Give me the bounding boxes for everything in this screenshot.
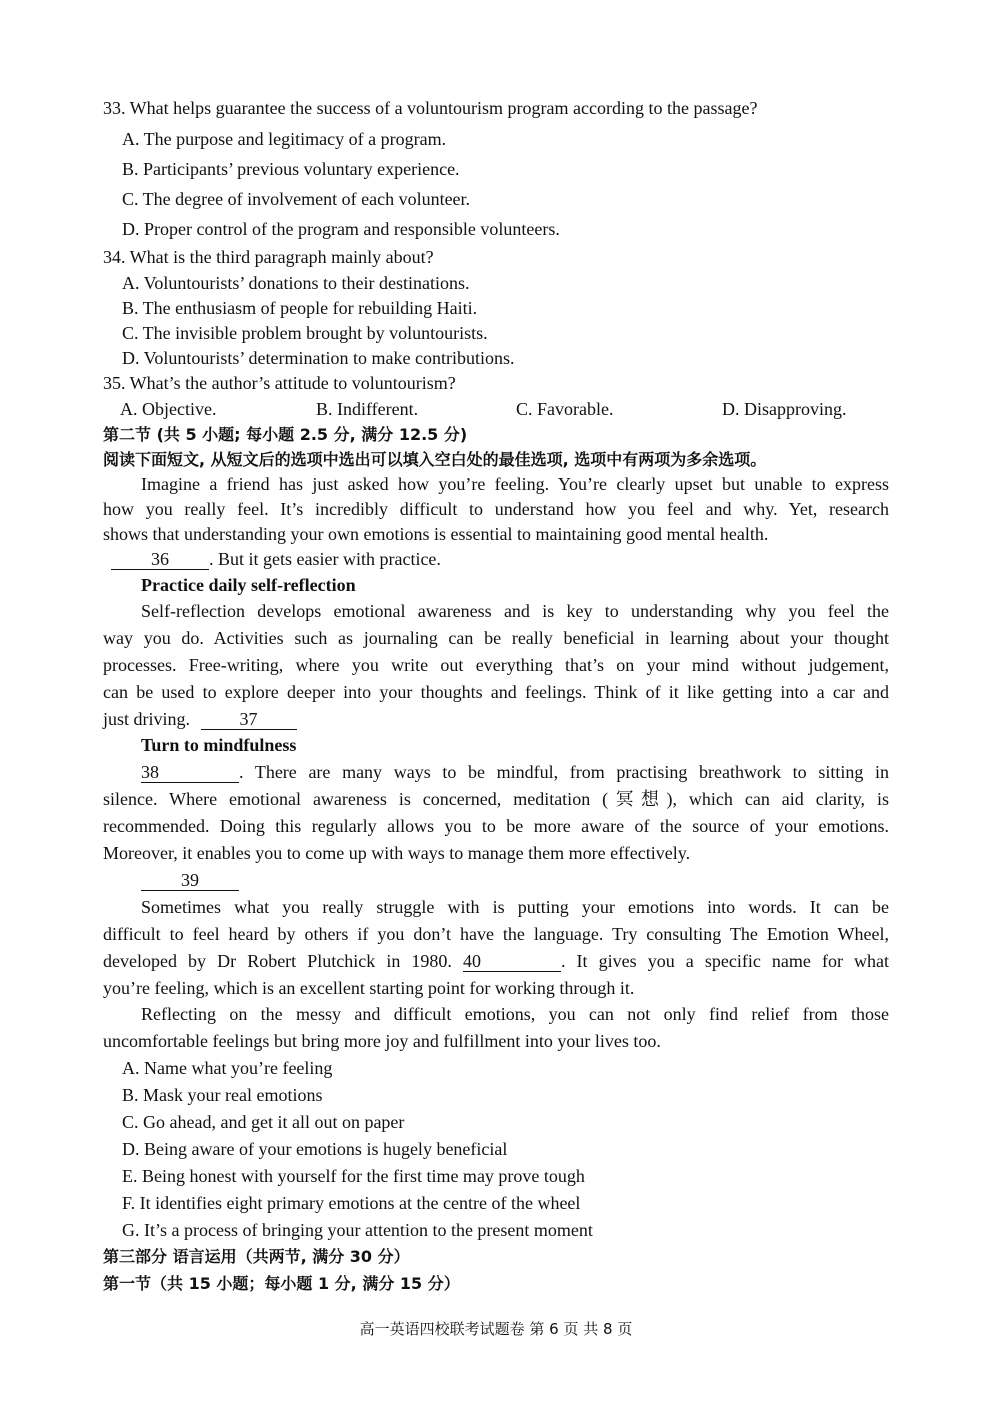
page-footer: 高一英语四校联考试题卷 第 6 页 共 8 页 — [359, 1320, 633, 1338]
passage-line-36: 36 . But it gets easier with practice. — [111, 548, 441, 570]
blank-40[interactable]: 40 — [463, 951, 561, 972]
passage-line-38: 38 . There are many ways to be mindful, from practising breathwork to sitting in — [141, 762, 889, 782]
question-33-stem: 33. What helps guarantee the success of a voluntourism program according to the passage? — [103, 98, 758, 118]
passage-line-40: developed by Dr Robert Plutchick in 1980. 40 . It gives you a specific name for what — [103, 951, 889, 971]
passage-line-39 — [141, 869, 239, 891]
passage-line: shows that understanding your own emotions is essential to maintaining good mental health. — [103, 524, 769, 544]
question-34-option-c: C. The invisible problem brought by voluntourists. — [122, 323, 488, 343]
question-34-option-d: D. Voluntourists’ determination to make contributions. — [122, 348, 515, 368]
question-35-option-d: D. Disapproving. — [722, 399, 847, 419]
passage-line: can be used to explore deeper into your thoughts and feelings. Think of it like getting into a car and — [103, 682, 889, 702]
question-33-option-a: A. The purpose and legitimacy of a program. — [122, 129, 447, 149]
passage-line: recommended. Doing this regularly allows you to be more aware of the source of your emotions. — [103, 816, 889, 836]
section-2-heading: 第二节 (共 5 小题; 每小题 2.5 分, 满分 12.5 分) — [103, 425, 468, 444]
question-34-option-b: B. The enthusiasm of people for rebuilding Haiti. — [122, 298, 478, 318]
question-35-option-a: A. Objective. — [120, 399, 217, 419]
choice-d: D. Being aware of your emotions is hugely beneficial — [122, 1139, 508, 1159]
question-35-stem: 35. What’s the author’s attitude to voluntourism? — [103, 373, 456, 393]
part-3-section-1: 第一节（共 15 小题；每小题 1 分, 满分 15 分） — [103, 1274, 460, 1293]
passage-line: difficult to feel heard by others if you don’t have the language. Try consulting The Emotion Wheel, — [103, 924, 889, 944]
passage-line: how you really feel. It’s incredibly difficult to understand how you feel and why. Yet, research — [103, 499, 889, 519]
section-2-instruction: 阅读下面短文, 从短文后的选项中选出可以填入空白处的最佳选项, 选项中有两项为多余选项。 — [103, 450, 767, 469]
question-33-option-d: D. Proper control of the program and responsible volunteers. — [122, 219, 560, 239]
choice-b: B. Mask your real emotions — [122, 1085, 323, 1105]
part-3-heading: 第三部分 语言运用（共两节, 满分 30 分） — [103, 1247, 410, 1266]
question-33-option-c: C. The degree of involvement of each volunteer. — [122, 189, 471, 209]
blank-36[interactable]: 36 — [111, 549, 209, 570]
passage-line: silence. Where emotional awareness is concerned, meditation (冥想), which can aid clarity, is — [103, 789, 889, 809]
question-34-stem: 34. What is the third paragraph mainly about? — [103, 247, 434, 267]
passage-line: processes. Free-writing, where you write out everything that’s on your mind without judgement, — [103, 655, 889, 675]
choice-g: G. It’s a process of bringing your attention to the present moment — [122, 1220, 593, 1240]
passage-line: Imagine a friend has just asked how you’re feeling. You’re clearly upset but unable to express — [141, 474, 889, 494]
passage-line-37: just driving. 37 — [103, 708, 297, 730]
passage-line: Sometimes what you really struggle with is putting your emotions into words. It can be — [141, 897, 889, 917]
choice-a: A. Name what you’re feeling — [122, 1058, 333, 1078]
passage-line: Self-reflection develops emotional awareness and is key to understanding why you feel the — [141, 601, 889, 621]
choice-e: E. Being honest with yourself for the first time may prove tough — [122, 1166, 585, 1186]
subheading-mindfulness: Turn to mindfulness — [141, 735, 297, 755]
question-34-option-a: A. Voluntourists’ donations to their destinations. — [122, 273, 470, 293]
choice-f: F. It identifies eight primary emotions at the centre of the wheel — [122, 1193, 581, 1213]
blank-37[interactable]: 37 — [201, 709, 297, 730]
passage-line: way you do. Activities such as journaling can be really beneficial in learning about your thought — [103, 628, 889, 648]
passage-line: Moreover, it enables you to come up with ways to manage them more effectively. — [103, 843, 691, 863]
blank-38[interactable]: 38 — [141, 762, 239, 783]
passage-line: uncomfortable feelings but bring more joy and fulfillment into your lives too. — [103, 1031, 661, 1051]
question-35-option-c: C. Favorable. — [516, 399, 614, 419]
choice-c: C. Go ahead, and get it all out on paper — [122, 1112, 405, 1132]
passage-line: you’re feeling, which is an excellent starting point for working through it. — [103, 978, 635, 998]
passage-line: Reflecting on the messy and difficult emotions, you can not only find relief from those — [141, 1004, 889, 1024]
question-33-option-b: B. Participants’ previous voluntary experience. — [122, 159, 460, 179]
blank-39[interactable]: 39 — [141, 870, 239, 891]
subheading-self-reflection: Practice daily self-reflection — [141, 575, 356, 595]
question-35-option-b: B. Indifferent. — [316, 399, 419, 419]
